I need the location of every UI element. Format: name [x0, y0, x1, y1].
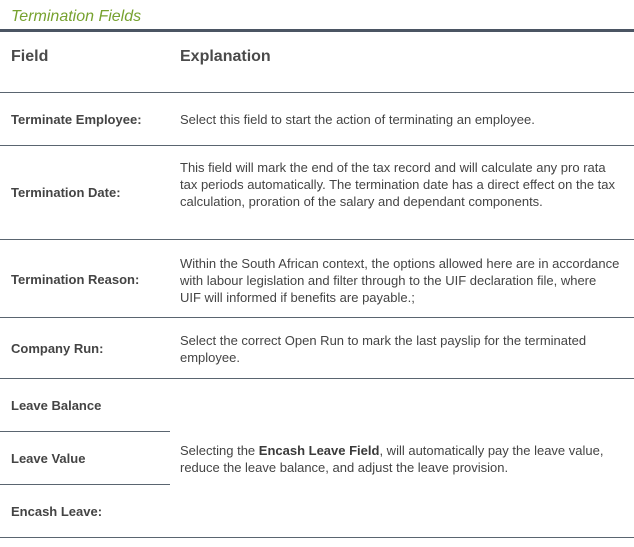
leave-explanation-prefix: Selecting the: [180, 443, 259, 458]
field-explanation-termination-reason: Within the South African context, the options allowed here are in accordance with labour legislation and filter through to the UIF declaration file, where UIF will informed if benefits are payable.;: [180, 256, 620, 305]
column-header-field: Field: [11, 48, 49, 65]
row-divider: [0, 431, 170, 432]
field-name-leave-balance: Leave Balance: [11, 398, 102, 413]
leave-explanation-suffix: , will automatically pay the leave value, reduce the leave balance, and adjust the leave provision.: [180, 443, 604, 475]
field-name-company-run: Company Run:: [11, 341, 104, 356]
field-explanation-terminate-employee: Select this field to start the action of terminating an employee.: [180, 112, 535, 127]
leave-explanation-emphasis: Encash Leave Field: [258, 443, 380, 458]
header-divider: [0, 92, 634, 93]
field-name-leave-value: Leave Value: [11, 451, 86, 466]
field-name-encash-leave: Encash Leave:: [11, 504, 103, 519]
field-explanation-termination-date: This field will mark the end of the tax record and will calculate any pro rata tax periods automatically. The termination date has a direct effect on the tax calculation, proration of the salary and dependant components.: [180, 160, 616, 209]
field-explanation-leave-group: [180, 442, 620, 476]
title-divider: [0, 29, 634, 32]
row-divider: [0, 317, 634, 318]
row-divider: [0, 145, 634, 146]
field-name-termination-date: Termination Date:: [11, 185, 121, 200]
field-name-termination-reason: Termination Reason:: [11, 272, 140, 287]
column-header-explanation: Explanation: [180, 48, 271, 65]
table-bottom-divider: [0, 537, 634, 538]
row-divider: [0, 378, 634, 379]
field-explanation-company-run: Select the correct Open Run to mark the last payslip for the terminated employee.: [180, 333, 587, 365]
row-divider: [0, 484, 170, 485]
row-divider: [0, 239, 634, 240]
field-name-terminate-employee: Terminate Employee:: [11, 112, 142, 127]
section-title: Termination Fields: [11, 8, 142, 25]
